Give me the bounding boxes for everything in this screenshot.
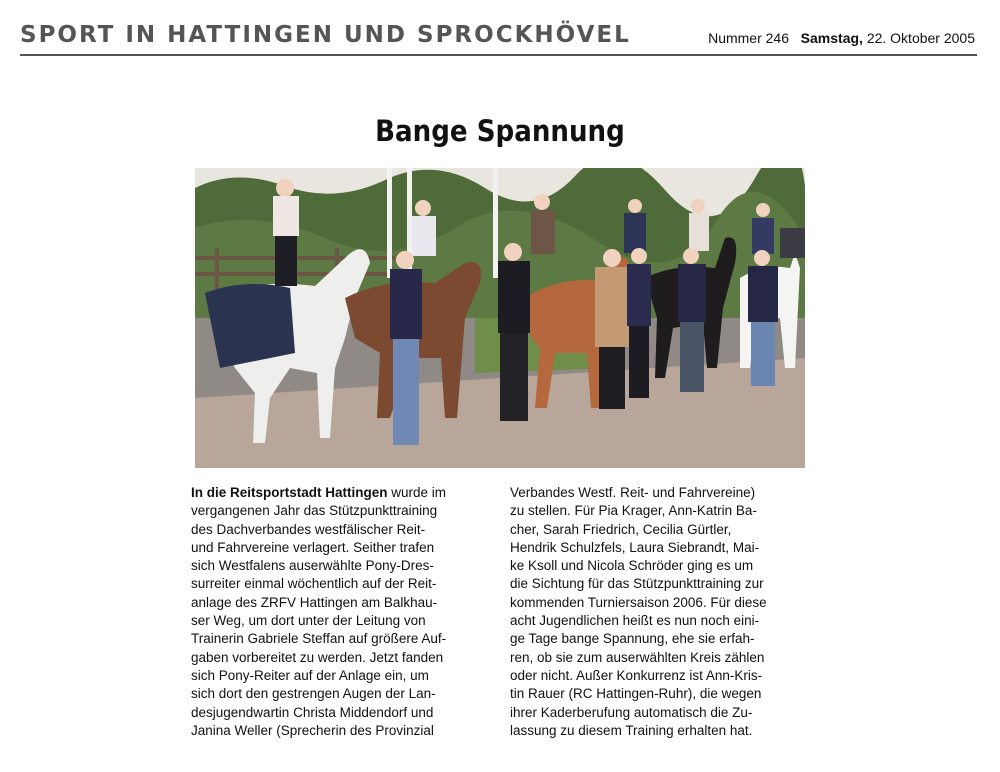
text-line: ke Ksoll und Nicola Schröder ging es um [510, 558, 754, 574]
paragraph-1 [191, 484, 491, 740]
text-line: sich Pony-Reiter auf der Anlage ein, um [191, 667, 429, 683]
article-headline: Bange Spannung [375, 114, 625, 148]
article-column-2 [510, 484, 810, 740]
photo-illustration [195, 168, 805, 468]
lead-line [191, 484, 491, 502]
date: 22. Oktober 2005 [866, 30, 975, 46]
article-photo [195, 168, 805, 468]
text-line: desjugendwartin Christa Middendorf und [191, 704, 434, 720]
text-line: acht Jugendlichen heißt es nun noch eini- [510, 613, 760, 629]
text-line: die Sichtung für das Stützpunkttraining zur [510, 576, 764, 592]
text-line: Janina Weller (Sprecherin des Provinzial [191, 722, 434, 738]
text-line: zu stellen. Für Pia Krager, Ann-Katrin Ba- [510, 503, 757, 519]
text-line: sich Westfalens auserwählte Pony-Dres- [191, 558, 434, 574]
issue-info [708, 30, 975, 46]
text-line: ihrer Kaderberufung automatisch die Zu- [510, 704, 753, 720]
text-line: surreiter einmal wöchentlich auf der Reit- [191, 576, 437, 592]
text-line: Hendrik Schulzfels, Laura Siebrandt, Mai- [510, 539, 760, 555]
paragraph-2 [510, 484, 810, 740]
text-line: gaben vorbereitet zu werden. Jetzt fanden [191, 649, 444, 665]
text-line: und Fahrvereine verlagert. Seither trafen [191, 539, 435, 555]
article-column-1 [191, 484, 491, 740]
text-line: tin Rauer (RC Hattingen-Ruhr), die wegen [510, 686, 762, 702]
text-line: sich dort den gestrengen Augen der Lan- [191, 686, 436, 702]
text-line: Trainerin Gabriele Steffan auf größere Auf- [191, 631, 447, 647]
text-line: cher, Sarah Friedrich, Cecilia Gürtler, [510, 521, 732, 537]
masthead [20, 22, 977, 56]
text-line: vergangenen Jahr das Stützpunkttraining [191, 503, 438, 519]
weekday: Samstag, [800, 30, 863, 46]
text-line: lassung zu diesem Training erhalten hat. [510, 722, 753, 738]
text-line: kommenden Turniersaison 2006. Für diese [510, 594, 767, 610]
text-line: ser Weg, um dort unter der Leitung von [191, 613, 426, 629]
text-line: oder nicht. Außer Konkurrenz ist Ann-Kris- [510, 667, 763, 683]
text-line: des Dachverbandes westfälischer Reit- [191, 521, 426, 537]
text-line: ren, ob sie zum auserwählten Kreis zählen [510, 649, 765, 665]
text-line: ge Tage bange Spannung, ehe sie erfah- [510, 631, 755, 647]
newspaper-section-title: SPORT IN HATTINGEN UND SPROCKHÖVEL [20, 22, 631, 48]
text-line: Verbandes Westf. Reit- und Fahrvereine) [510, 485, 756, 500]
lead-tail: wurde im [387, 485, 447, 500]
text-line: anlage des ZRFV Hattingen am Balkhau- [191, 594, 438, 610]
lead-text: In die Reitsportstadt Hattingen [191, 485, 388, 500]
issue-number: Nummer 246 [708, 30, 789, 46]
